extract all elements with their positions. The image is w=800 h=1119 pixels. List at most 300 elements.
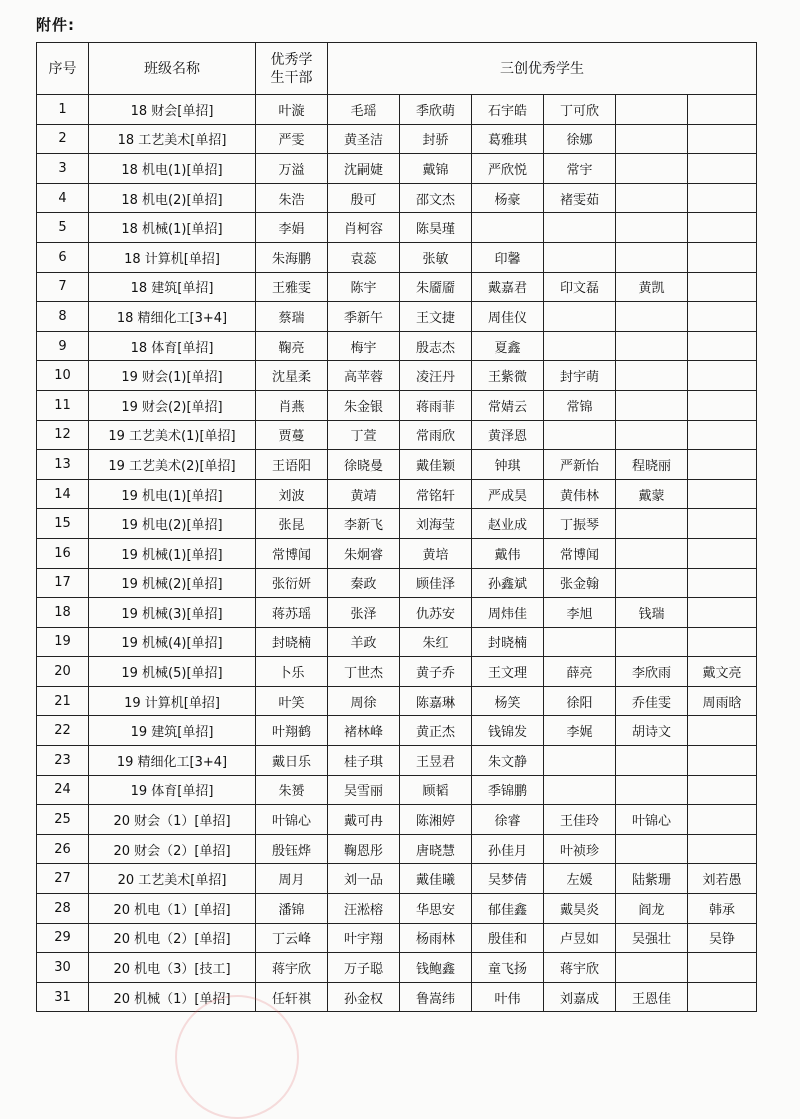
- student-cell: 左媛: [544, 864, 616, 894]
- student-cell: [688, 775, 757, 805]
- seq-cell: 6: [37, 242, 89, 272]
- student-cell: 封骄: [400, 124, 472, 154]
- student-cell: 朱炯睿: [328, 538, 400, 568]
- student-cell: 程晓丽: [616, 450, 688, 480]
- cadre-cell: 常博闻: [256, 538, 328, 568]
- student-cell: 汪淞榕: [328, 894, 400, 924]
- student-cell: 石宇皓: [472, 95, 544, 125]
- student-cell: 鞠恩彤: [328, 834, 400, 864]
- student-cell: 沈嗣婕: [328, 154, 400, 184]
- table-row: [37, 124, 757, 154]
- cadre-cell: 沈星柔: [256, 361, 328, 391]
- student-cell: 戴伟: [472, 538, 544, 568]
- student-cell: [616, 568, 688, 598]
- student-cell: 华思安: [400, 894, 472, 924]
- class-name-cell: 20 机电（1）[单招]: [89, 894, 256, 924]
- student-cell: 乔佳雯: [616, 686, 688, 716]
- student-cell: 顾佳泽: [400, 568, 472, 598]
- student-cell: [688, 242, 757, 272]
- table-row: [37, 953, 757, 983]
- student-cell: [688, 953, 757, 983]
- student-cell: 徐阳: [544, 686, 616, 716]
- seq-cell: 7: [37, 272, 89, 302]
- student-cell: 童飞扬: [472, 953, 544, 983]
- cadre-cell: 潘锦: [256, 894, 328, 924]
- student-cell: [688, 272, 757, 302]
- cadre-cell: 丁云峰: [256, 923, 328, 953]
- seq-cell: 24: [37, 775, 89, 805]
- table-row: [37, 272, 757, 302]
- student-cell: 王文理: [472, 657, 544, 687]
- student-cell: [616, 183, 688, 213]
- class-name-cell: 18 机电(2)[单招]: [89, 183, 256, 213]
- student-cell: [688, 746, 757, 776]
- student-cell: 戴佳颖: [400, 450, 472, 480]
- seq-cell: 10: [37, 361, 89, 391]
- seq-cell: 1: [37, 95, 89, 125]
- table-row: [37, 686, 757, 716]
- student-cell: [544, 627, 616, 657]
- student-cell: 郁佳鑫: [472, 894, 544, 924]
- student-cell: [616, 154, 688, 184]
- student-cell: 黄圣洁: [328, 124, 400, 154]
- student-cell: [616, 420, 688, 450]
- student-cell: 孙鑫斌: [472, 568, 544, 598]
- student-cell: 顾韬: [400, 775, 472, 805]
- student-cell: 刘一品: [328, 864, 400, 894]
- student-cell: [688, 805, 757, 835]
- cadre-cell: 蒋宇欣: [256, 953, 328, 983]
- cadre-cell: 封晓楠: [256, 627, 328, 657]
- student-cell: 陈嘉琳: [400, 686, 472, 716]
- student-cell: [688, 834, 757, 864]
- class-name-cell: 19 机械(1)[单招]: [89, 538, 256, 568]
- student-cell: 严成昊: [472, 479, 544, 509]
- student-cell: 叶锦心: [616, 805, 688, 835]
- student-cell: 朱金银: [328, 390, 400, 420]
- class-name-cell: 20 工艺美术[单招]: [89, 864, 256, 894]
- cadre-cell: 肖燕: [256, 390, 328, 420]
- student-cell: [544, 302, 616, 332]
- student-cell: 蒋宇欣: [544, 953, 616, 983]
- student-cell: 刘海莹: [400, 509, 472, 539]
- student-cell: 印文磊: [544, 272, 616, 302]
- attachment-label: 附件:: [36, 16, 75, 34]
- header-cadre-line1: 优秀学: [270, 51, 313, 68]
- student-cell: [616, 390, 688, 420]
- student-cell: 常铭轩: [400, 479, 472, 509]
- cadre-cell: 贾蔓: [256, 420, 328, 450]
- student-cell: 黄培: [400, 538, 472, 568]
- student-cell: 刘若愚: [688, 864, 757, 894]
- cadre-cell: 朱海鹏: [256, 242, 328, 272]
- student-cell: 羊政: [328, 627, 400, 657]
- student-cell: 凌汪丹: [400, 361, 472, 391]
- student-cell: 鲁嵩纬: [400, 982, 472, 1012]
- student-cell: 周徐: [328, 686, 400, 716]
- student-cell: 胡诗文: [616, 716, 688, 746]
- student-cell: 戴文亮: [688, 657, 757, 687]
- class-name-cell: 19 体育[单招]: [89, 775, 256, 805]
- cadre-cell: 周月: [256, 864, 328, 894]
- student-cell: 蒋雨菲: [400, 390, 472, 420]
- student-cell: [688, 598, 757, 628]
- cadre-cell: 朱赟: [256, 775, 328, 805]
- student-cell: 桂子琪: [328, 746, 400, 776]
- student-cell: 张金翰: [544, 568, 616, 598]
- cadre-cell: 张昆: [256, 509, 328, 539]
- table-row: [37, 538, 757, 568]
- seq-cell: 18: [37, 598, 89, 628]
- cadre-cell: 叶翔鹤: [256, 716, 328, 746]
- cadre-cell: 张衍妍: [256, 568, 328, 598]
- class-name-cell: 19 机械(2)[单招]: [89, 568, 256, 598]
- cadre-cell: 王雅雯: [256, 272, 328, 302]
- student-cell: [616, 302, 688, 332]
- student-cell: 陆紫珊: [616, 864, 688, 894]
- class-name-cell: 18 财会[单招]: [89, 95, 256, 125]
- student-cell: [544, 213, 616, 243]
- student-cell: 季锦鹏: [472, 775, 544, 805]
- student-cell: 丁可欣: [544, 95, 616, 125]
- student-cell: 王文捷: [400, 302, 472, 332]
- student-cell: 阎龙: [616, 894, 688, 924]
- student-cell: 印馨: [472, 242, 544, 272]
- class-name-cell: 20 财会（1）[单招]: [89, 805, 256, 835]
- student-cell: 封晓楠: [472, 627, 544, 657]
- student-cell: 梅宇: [328, 331, 400, 361]
- table-row: [37, 95, 757, 125]
- class-name-cell: 20 机电（2）[单招]: [89, 923, 256, 953]
- student-cell: 钱鲍鑫: [400, 953, 472, 983]
- header-cadre: [256, 43, 328, 95]
- student-cell: [688, 982, 757, 1012]
- student-cell: 叶祯珍: [544, 834, 616, 864]
- student-cell: 杨笑: [472, 686, 544, 716]
- class-name-cell: 18 计算机[单招]: [89, 242, 256, 272]
- table-row: [37, 775, 757, 805]
- student-cell: 李旭: [544, 598, 616, 628]
- cadre-cell: 叶锦心: [256, 805, 328, 835]
- cadre-cell: 叶笑: [256, 686, 328, 716]
- student-cell: 刘嘉成: [544, 982, 616, 1012]
- student-cell: 杨豪: [472, 183, 544, 213]
- student-cell: 常锦: [544, 390, 616, 420]
- table-row: [37, 805, 757, 835]
- student-cell: [544, 420, 616, 450]
- student-cell: [616, 627, 688, 657]
- student-cell: 黄正杰: [400, 716, 472, 746]
- seq-cell: 11: [37, 390, 89, 420]
- cadre-cell: 王语阳: [256, 450, 328, 480]
- student-cell: [688, 183, 757, 213]
- student-cell: 常雨欣: [400, 420, 472, 450]
- class-name-cell: 18 体育[单招]: [89, 331, 256, 361]
- student-cell: 黄伟林: [544, 479, 616, 509]
- table-row: [37, 864, 757, 894]
- student-cell: 严新怡: [544, 450, 616, 480]
- student-cell: 王昱君: [400, 746, 472, 776]
- student-cell: 黄子乔: [400, 657, 472, 687]
- student-cell: 黄靖: [328, 479, 400, 509]
- student-cell: 陈昊瑾: [400, 213, 472, 243]
- table-row: [37, 923, 757, 953]
- header-cadre-line2: 生干部: [270, 69, 313, 86]
- seq-cell: 25: [37, 805, 89, 835]
- student-cell: 叶伟: [472, 982, 544, 1012]
- student-cell: [616, 213, 688, 243]
- student-cell: 戴蒙: [616, 479, 688, 509]
- class-name-cell: 19 机电(2)[单招]: [89, 509, 256, 539]
- class-name-cell: 18 精细化工[3+4]: [89, 302, 256, 332]
- student-cell: [688, 361, 757, 391]
- class-name-cell: 19 机电(1)[单招]: [89, 479, 256, 509]
- student-cell: 张泽: [328, 598, 400, 628]
- cadre-cell: 严雯: [256, 124, 328, 154]
- student-cell: [688, 509, 757, 539]
- cadre-cell: 朱浩: [256, 183, 328, 213]
- student-cell: [616, 746, 688, 776]
- student-cell: 黄泽恩: [472, 420, 544, 450]
- table-row: [37, 982, 757, 1012]
- cadre-cell: 叶漩: [256, 95, 328, 125]
- seq-cell: 12: [37, 420, 89, 450]
- student-cell: 邵文杰: [400, 183, 472, 213]
- student-cell: [688, 124, 757, 154]
- student-cell: 黄凯: [616, 272, 688, 302]
- seq-cell: 20: [37, 657, 89, 687]
- student-cell: 朱靥靥: [400, 272, 472, 302]
- student-cell: 杨雨林: [400, 923, 472, 953]
- class-name-cell: 19 建筑[单招]: [89, 716, 256, 746]
- student-cell: 朱红: [400, 627, 472, 657]
- student-cell: 张敏: [400, 242, 472, 272]
- student-cell: 钟琪: [472, 450, 544, 480]
- student-cell: [616, 124, 688, 154]
- table-row: [37, 183, 757, 213]
- table-row: [37, 657, 757, 687]
- class-name-cell: 20 机电（3）[技工]: [89, 953, 256, 983]
- student-cell: 陈宇: [328, 272, 400, 302]
- student-cell: [688, 95, 757, 125]
- cadre-cell: 刘波: [256, 479, 328, 509]
- student-cell: [688, 450, 757, 480]
- award-roster-table: [36, 42, 757, 1012]
- header-seq: 序号: [37, 43, 89, 95]
- seq-cell: 30: [37, 953, 89, 983]
- class-name-cell: 18 建筑[单招]: [89, 272, 256, 302]
- student-cell: 钱锦发: [472, 716, 544, 746]
- seq-cell: 21: [37, 686, 89, 716]
- table-row: [37, 242, 757, 272]
- student-cell: 王佳玲: [544, 805, 616, 835]
- student-cell: 李娓: [544, 716, 616, 746]
- student-cell: [616, 834, 688, 864]
- student-cell: [688, 716, 757, 746]
- student-cell: 万子聪: [328, 953, 400, 983]
- table-row: [37, 302, 757, 332]
- student-cell: [688, 479, 757, 509]
- student-cell: 周炜佳: [472, 598, 544, 628]
- student-cell: 封宇萌: [544, 361, 616, 391]
- student-cell: 严欣悦: [472, 154, 544, 184]
- table-row: [37, 479, 757, 509]
- student-cell: [616, 538, 688, 568]
- student-cell: 季新午: [328, 302, 400, 332]
- student-cell: 秦政: [328, 568, 400, 598]
- cadre-cell: 李娟: [256, 213, 328, 243]
- student-cell: [688, 390, 757, 420]
- student-cell: [616, 775, 688, 805]
- class-name-cell: 19 精细化工[3+4]: [89, 746, 256, 776]
- student-cell: 袁蕊: [328, 242, 400, 272]
- student-cell: 丁世杰: [328, 657, 400, 687]
- student-cell: 戴昊炎: [544, 894, 616, 924]
- table-row: [37, 509, 757, 539]
- student-cell: 夏鑫: [472, 331, 544, 361]
- table-row: [37, 213, 757, 243]
- table-row: [37, 450, 757, 480]
- table-row: [37, 361, 757, 391]
- seq-cell: 13: [37, 450, 89, 480]
- student-cell: [544, 775, 616, 805]
- class-name-cell: 19 工艺美术(1)[单招]: [89, 420, 256, 450]
- class-name-cell: 19 计算机[单招]: [89, 686, 256, 716]
- student-cell: 叶宇翔: [328, 923, 400, 953]
- class-name-cell: 20 财会（2）[单招]: [89, 834, 256, 864]
- student-cell: [688, 420, 757, 450]
- table-row: [37, 894, 757, 924]
- student-cell: [616, 331, 688, 361]
- seq-cell: 23: [37, 746, 89, 776]
- class-name-cell: 18 机械(1)[单招]: [89, 213, 256, 243]
- student-cell: 戴嘉君: [472, 272, 544, 302]
- seq-cell: 4: [37, 183, 89, 213]
- cadre-cell: 任轩祺: [256, 982, 328, 1012]
- student-cell: 李欣雨: [616, 657, 688, 687]
- student-cell: 朱文静: [472, 746, 544, 776]
- cadre-cell: 鞠亮: [256, 331, 328, 361]
- student-cell: 葛雅琪: [472, 124, 544, 154]
- seq-cell: 22: [37, 716, 89, 746]
- class-name-cell: 20 机械（1）[单招]: [89, 982, 256, 1012]
- header-students: 三创优秀学生: [328, 43, 757, 95]
- seq-cell: 29: [37, 923, 89, 953]
- table-row: [37, 390, 757, 420]
- header-class-name: 班级名称: [89, 43, 256, 95]
- seq-cell: 14: [37, 479, 89, 509]
- student-cell: 赵业成: [472, 509, 544, 539]
- student-cell: 戴锦: [400, 154, 472, 184]
- student-cell: 戴可冉: [328, 805, 400, 835]
- class-name-cell: 19 机械(3)[单招]: [89, 598, 256, 628]
- student-cell: 钱瑞: [616, 598, 688, 628]
- seq-cell: 27: [37, 864, 89, 894]
- student-cell: 吴铮: [688, 923, 757, 953]
- class-name-cell: 19 财会(1)[单招]: [89, 361, 256, 391]
- seq-cell: 15: [37, 509, 89, 539]
- student-cell: [616, 953, 688, 983]
- seq-cell: 2: [37, 124, 89, 154]
- student-cell: 丁萱: [328, 420, 400, 450]
- table-header-row: [37, 43, 757, 95]
- table-row: [37, 420, 757, 450]
- student-cell: 季欣萌: [400, 95, 472, 125]
- student-cell: 褚林峰: [328, 716, 400, 746]
- class-name-cell: 19 财会(2)[单招]: [89, 390, 256, 420]
- student-cell: 徐晓曼: [328, 450, 400, 480]
- seq-cell: 5: [37, 213, 89, 243]
- seq-cell: 19: [37, 627, 89, 657]
- student-cell: [616, 95, 688, 125]
- student-cell: 王恩佳: [616, 982, 688, 1012]
- student-cell: 徐娜: [544, 124, 616, 154]
- student-cell: [544, 746, 616, 776]
- student-cell: 常博闻: [544, 538, 616, 568]
- student-cell: [688, 568, 757, 598]
- student-cell: 周佳仪: [472, 302, 544, 332]
- cadre-cell: 万溢: [256, 154, 328, 184]
- student-cell: 吴强壮: [616, 923, 688, 953]
- student-cell: 孙金权: [328, 982, 400, 1012]
- student-cell: [688, 538, 757, 568]
- seq-cell: 31: [37, 982, 89, 1012]
- student-cell: 徐睿: [472, 805, 544, 835]
- student-cell: 肖柯容: [328, 213, 400, 243]
- student-cell: 高苹蓉: [328, 361, 400, 391]
- student-cell: [544, 242, 616, 272]
- student-cell: 仇苏安: [400, 598, 472, 628]
- student-cell: 殷志杰: [400, 331, 472, 361]
- class-name-cell: 19 机械(4)[单招]: [89, 627, 256, 657]
- student-cell: 周雨晗: [688, 686, 757, 716]
- cadre-cell: 殷钰烨: [256, 834, 328, 864]
- table-row: [37, 598, 757, 628]
- class-name-cell: 19 工艺美术(2)[单招]: [89, 450, 256, 480]
- student-cell: 殷佳和: [472, 923, 544, 953]
- student-cell: [616, 361, 688, 391]
- student-cell: [688, 154, 757, 184]
- cadre-cell: 卜乐: [256, 657, 328, 687]
- student-cell: [544, 331, 616, 361]
- student-cell: 丁振琴: [544, 509, 616, 539]
- student-cell: 唐晓慧: [400, 834, 472, 864]
- table-row: [37, 746, 757, 776]
- seq-cell: 16: [37, 538, 89, 568]
- student-cell: [688, 302, 757, 332]
- student-cell: 毛瑶: [328, 95, 400, 125]
- student-cell: 殷可: [328, 183, 400, 213]
- seal-stamp: [175, 995, 299, 1119]
- class-name-cell: 18 机电(1)[单招]: [89, 154, 256, 184]
- cadre-cell: 蔡瑞: [256, 302, 328, 332]
- table-row: [37, 716, 757, 746]
- table-row: [37, 834, 757, 864]
- student-cell: 吴雪丽: [328, 775, 400, 805]
- class-name-cell: 19 机械(5)[单招]: [89, 657, 256, 687]
- student-cell: [616, 242, 688, 272]
- table-row: [37, 568, 757, 598]
- table-body: [37, 95, 757, 1012]
- table-row: [37, 627, 757, 657]
- seq-cell: 9: [37, 331, 89, 361]
- student-cell: [688, 213, 757, 243]
- student-cell: 卢昱如: [544, 923, 616, 953]
- student-cell: [688, 331, 757, 361]
- table-row: [37, 331, 757, 361]
- seq-cell: 8: [37, 302, 89, 332]
- student-cell: [688, 627, 757, 657]
